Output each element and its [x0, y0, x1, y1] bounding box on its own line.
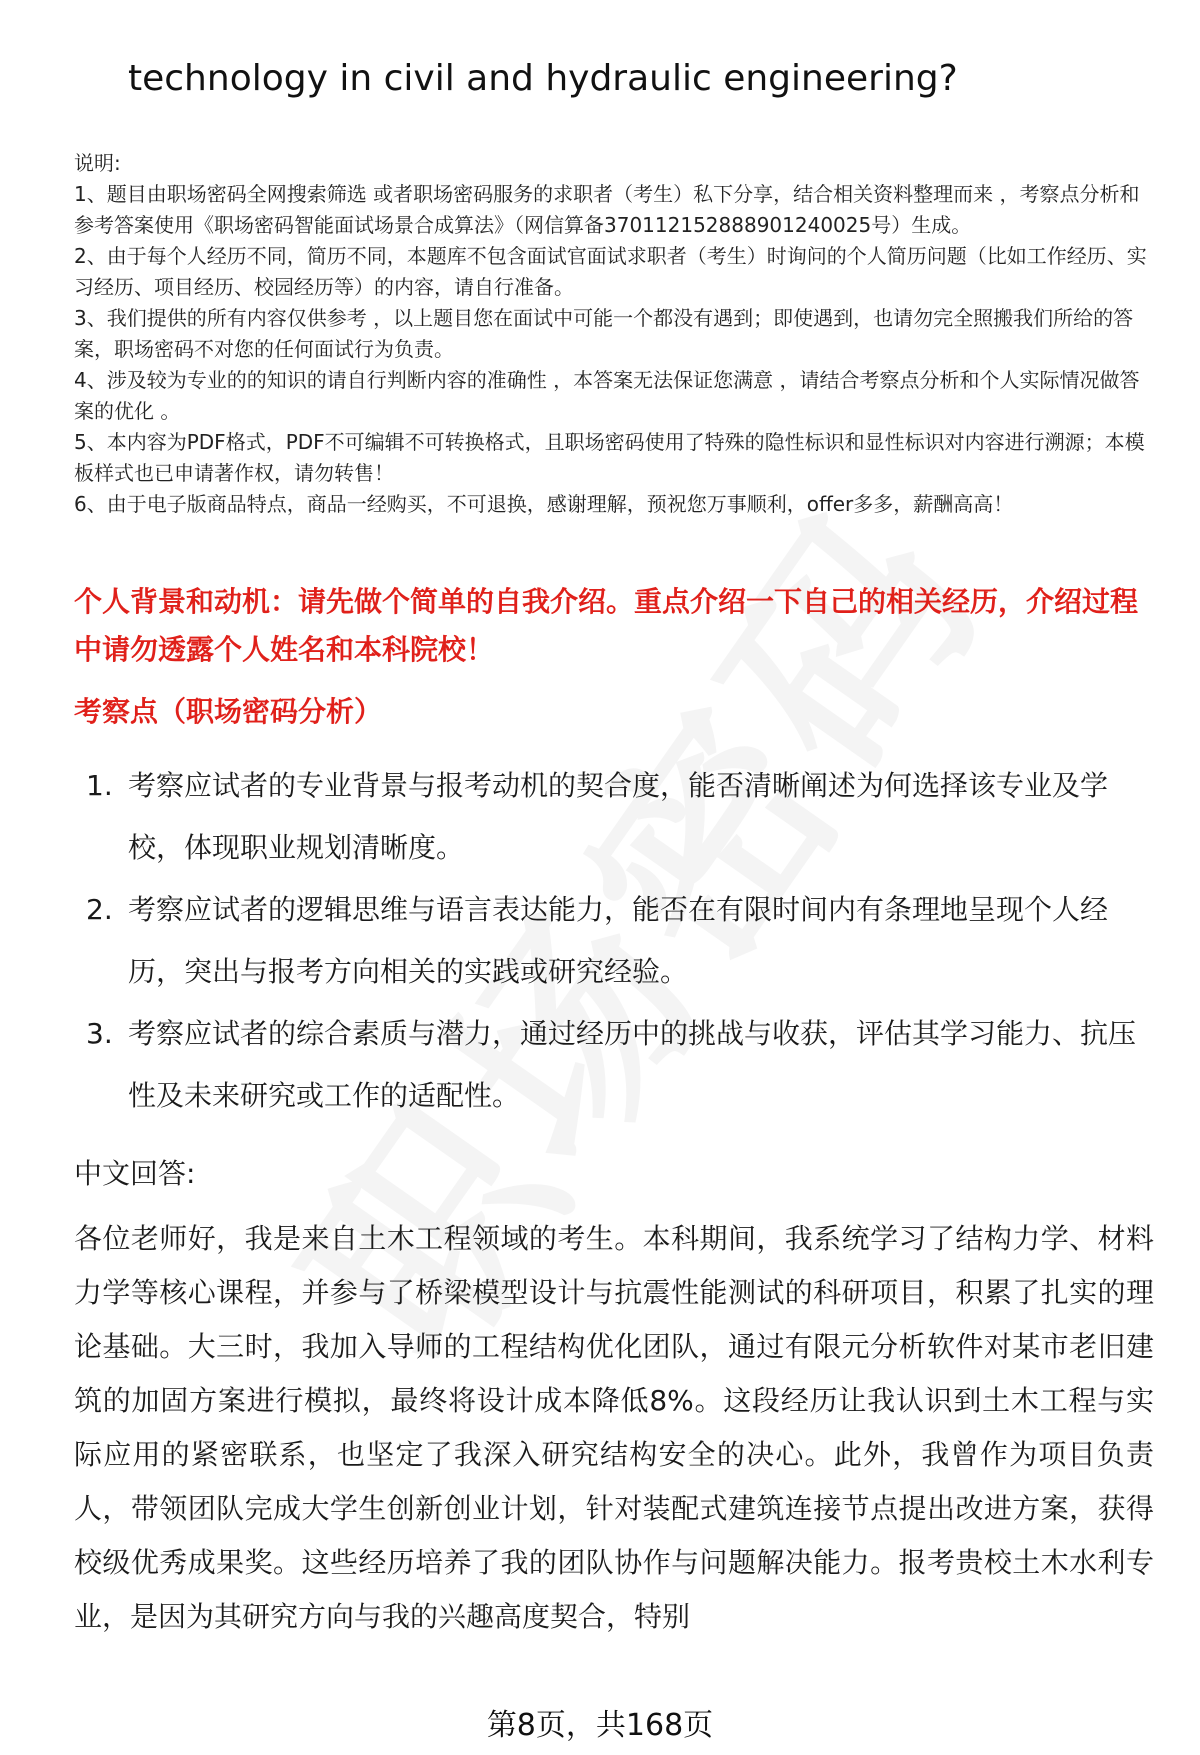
continued-question-text: technology in civil and hydraulic engineering? — [128, 58, 958, 99]
analysis-points-list — [74, 755, 1154, 1127]
analysis-heading: 考察点（职场密码分析） — [74, 695, 383, 728]
note-item: 6、由于电子版商品特点，商品一经购买，不可退换，感谢理解，预祝您万事顺利，offer多多，薪酬高高！ — [74, 492, 1014, 516]
note-item: 3、我们提供的所有内容仅供参考 ，以上题目您在面试中可能一个都没有遇到；即使遇到，也请勿完全照搬我们所给的答案，职场密码不对您的任何面试行为负责。 — [74, 306, 1134, 361]
list-item-text: 考察应试者的逻辑思维与语言表达能力，能否在有限时间内有条理地呈现个人经历，突出与报考方向相关的实践或研究经验。 — [128, 893, 1109, 988]
disclaimer-notes — [74, 148, 1154, 520]
note-item: 2、由于每个人经历不同，简历不同，本题库不包含面试官面试求职者（考生）时询问的个人简历问题（比如工作经历、实习经历、项目经历、校园经历等）的内容，请自行准备。 — [74, 244, 1147, 299]
list-item-text: 考察应试者的综合素质与潜力，通过经历中的挑战与收获，评估其学习能力、抗压性及未来研究或工作的适配性。 — [128, 1017, 1137, 1112]
note-item: 5、本内容为PDF格式，PDF不可编辑不可转换格式，且职场密码使用了特殊的隐性标识和显性标识对内容进行溯源；本模板样式也已申请著作权，请勿转售！ — [74, 430, 1145, 485]
question-title: 个人背景和动机：请先做个简单的自我介绍。重点介绍一下自己的相关经历，介绍过程中请勿透露个人姓名和本科院校！ — [74, 585, 1139, 666]
notes-title: 说明: — [74, 151, 121, 175]
note-item: 4、涉及较为专业的的知识的请自行判断内容的准确性 ，本答案无法保证您满意 ，请结合考察点分析和个人实际情况做答案的优化 。 — [74, 368, 1140, 423]
list-item — [74, 1003, 1154, 1127]
list-number: 1. — [86, 769, 113, 802]
answer-label: 中文回答: — [74, 1157, 196, 1190]
page-number: 第8页，共168页 — [486, 1708, 714, 1743]
list-item — [74, 879, 1154, 1003]
list-number: 2. — [86, 893, 113, 926]
list-number: 3. — [86, 1017, 113, 1050]
answer-text: 各位老师好，我是来自土木工程领域的考生。本科期间，我系统学习了结构力学、材料力学等核心课程，并参与了桥梁模型设计与抗震性能测试的科研项目，积累了扎实的理论基础。大三时，我加入导师的工程结构优化团队，通过有限元分析软件对某市老旧建筑的加固方案进行模拟，最终将设计成本降低8%。这段经历让我认识到土木工程与实际应用的紧密联系，也坚定了我深入研究结构安全的决心。此外，我曾作为项目负责人，带领团队完成大学生创新创业计划，针对装配式建筑连接节点提出改进方案，获得校级优秀成果奖。这些经历培养了我的团队协作与问题解决能力。报考贵校土木水利专业，是因为其研究方向与我的兴趣高度契合，特别 — [74, 1222, 1154, 1633]
list-item-text: 考察应试者的专业背景与报考动机的契合度，能否清晰阐述为何选择该专业及学校，体现职业规划清晰度。 — [128, 769, 1109, 864]
list-item — [74, 755, 1154, 879]
note-item: 1、题目由职场密码全网搜索筛选 或者职场密码服务的求职者（考生）私下分享，结合相关资料整理而来 ，考察点分析和参考答案使用《职场密码智能面试场景合成算法》（网信算备370112152888901240025号）生成。 — [74, 182, 1140, 237]
